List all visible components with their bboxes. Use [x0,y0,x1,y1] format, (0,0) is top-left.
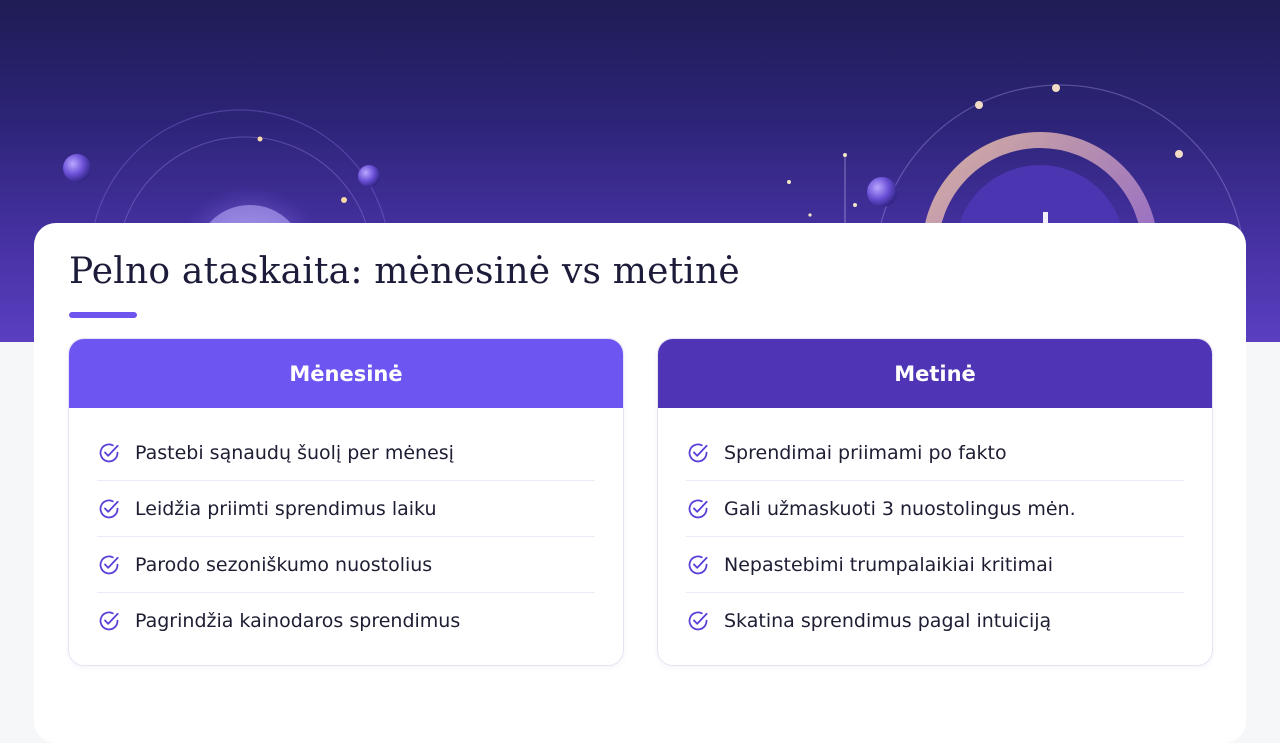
check-circle-icon [686,609,710,633]
list-item-text: Pagrindžia kainodaros sprendimus [135,610,461,632]
yearly-list [658,408,1212,649]
list-item [686,537,1184,593]
check-circle-icon [97,497,121,521]
check-circle-icon [686,497,710,521]
list-item [97,537,595,593]
yearly-panel-header: Metinė [658,339,1212,408]
check-circle-icon [97,553,121,577]
check-circle-icon [97,609,121,633]
list-item [686,593,1184,649]
check-circle-icon [686,441,710,465]
monthly-panel [68,338,624,666]
list-item [97,408,595,481]
list-item [97,481,595,537]
list-item-text: Parodo sezoniškumo nuostolius [135,553,433,576]
list-item-text: Pastebi sąnaudų šuolį per mėnesį [135,441,454,464]
monthly-list [69,408,623,649]
list-item-text: Leidžia priimti sprendimus laiku [135,497,437,520]
content-card [34,223,1246,743]
list-item [686,408,1184,481]
list-item-text: Nepastebimi trumpalaikiai kritimai [724,553,1054,576]
list-item-text: Gali užmaskuoti 3 nuostolingus mėn. [724,497,1076,520]
list-item [686,481,1184,537]
check-circle-icon [686,553,710,577]
yearly-panel [657,338,1213,666]
monthly-panel-header: Mėnesinė [69,339,623,408]
list-item-text: Sprendimai priimami po fakto [724,441,1007,464]
list-item-text: Skatina sprendimus pagal intuiciją [724,610,1052,632]
title-accent-bar [69,312,137,318]
check-circle-icon [97,441,121,465]
list-item [97,593,595,649]
page-title: Pelno ataskaita: mėnesinė vs metinė [69,251,740,292]
